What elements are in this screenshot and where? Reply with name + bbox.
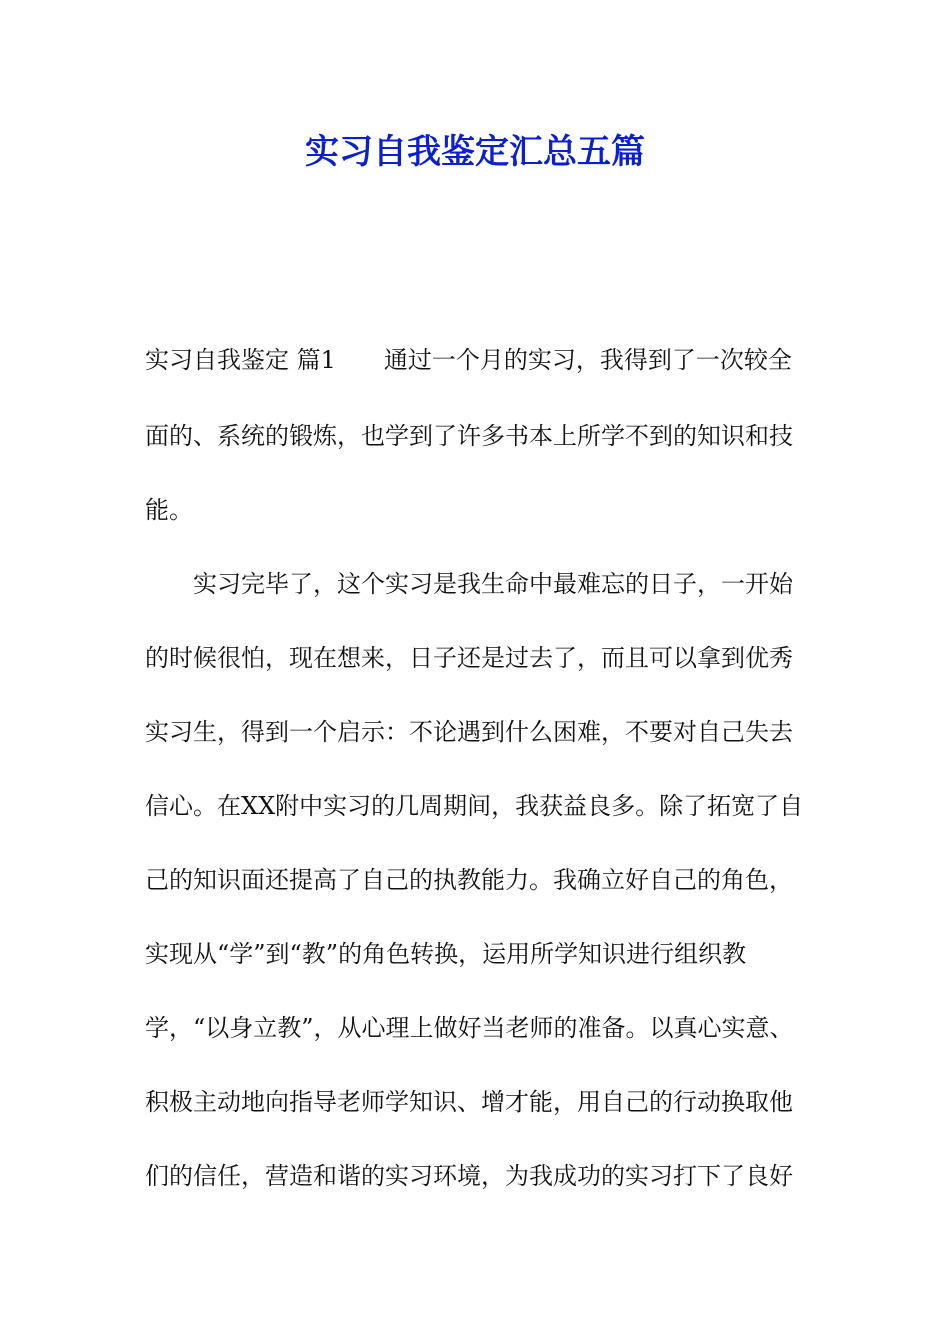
paragraph-line-5: 的时候很怕，现在想来，日子还是过去了，而且可以拿到优秀 (145, 644, 793, 672)
line-text: 通过一个月的实习，我得到了一次较全 (383, 346, 792, 374)
paragraph-line-2: 面的、系统的锻炼，也学到了许多书本上所学不到的知识和技 (145, 422, 793, 450)
paragraph-line-11: 积极主动地向指导老师学知识、增才能，用自己的行动换取他 (145, 1088, 793, 1116)
paragraph-line-3: 能。 (145, 496, 193, 524)
paragraph-line-6: 实习生，得到一个启示：不论遇到什么困难，不要对自己失去 (145, 718, 793, 746)
paragraph-line-7: 信心。在XX附中实习的几周期间，我获益良多。除了拓宽了自 (145, 792, 804, 820)
line-text: 实习完毕了，这个实习是我生命中最难忘的日子，一开始 (193, 570, 793, 598)
paragraph-line-10: 学，“以身立教”，从心理上做好当老师的准备。以真心实意、 (145, 1014, 794, 1042)
paragraph-line-12: 们的信任，营造和谐的实习环境，为我成功的实习打下了良好 (145, 1162, 793, 1190)
paragraph-line-4 (145, 564, 825, 604)
paragraph-line-9: 实现从“学”到“教”的角色转换，运用所学知识进行组织教 (145, 940, 747, 968)
section-heading: 实习自我鉴定 篇1 (145, 346, 336, 374)
paragraph-line-1 (145, 340, 825, 380)
paragraph-line-8: 己的知识面还提高了自己的执教能力。我确立好自己的角色， (145, 866, 793, 894)
document-title: 实习自我鉴定汇总五篇 (305, 132, 645, 172)
